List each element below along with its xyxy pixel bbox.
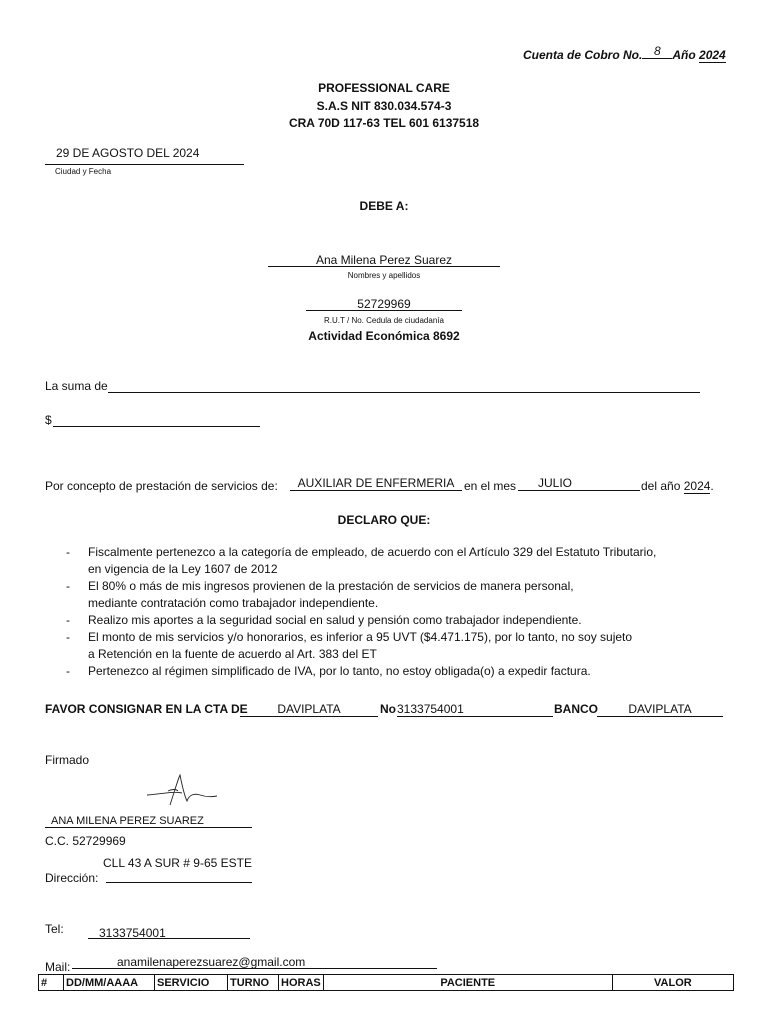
- mail-value: anamilenaperezsuarez@gmail.com: [117, 955, 306, 969]
- concepto-ano-label: del año 2024.: [641, 479, 714, 493]
- cuenta-label: FAVOR CONSIGNAR EN LA CTA DE: [45, 702, 248, 716]
- firma-line: [45, 827, 252, 828]
- col-turno: TURNO: [228, 975, 279, 991]
- tel-label: Tel:: [45, 922, 64, 936]
- col-number: #: [39, 975, 64, 991]
- suma-label: La suma de: [45, 379, 108, 393]
- date-caption: Ciudad y Fecha: [55, 167, 112, 176]
- direccion-label: Dirección:: [45, 871, 99, 885]
- mail-line: [72, 968, 437, 969]
- col-horas: HORAS: [279, 975, 324, 991]
- company-name: PROFESSIONAL CARE: [318, 81, 450, 95]
- debe-a-heading: DEBE A:: [359, 199, 409, 213]
- company-address: CRA 70D 117-63 TEL 601 6137518: [288, 116, 480, 130]
- header-year: 2024: [699, 48, 726, 62]
- firma-cc: C.C. 52729969: [45, 834, 126, 848]
- cuenta-de-cobro-header: [523, 44, 726, 63]
- col-valor: VALOR: [612, 975, 733, 991]
- signature-image: [142, 771, 222, 811]
- date-value: 29 DE AGOSTO DEL 2024: [56, 146, 200, 160]
- dollar-line: [53, 426, 260, 427]
- cuenta-number: 8: [642, 44, 672, 59]
- table-header-row: [39, 975, 734, 991]
- suma-line: [108, 392, 700, 393]
- mail-label: Mail:: [45, 960, 71, 974]
- cuenta-label: Cuenta de Cobro No.: [523, 48, 643, 62]
- direccion-value: CLL 43 A SUR # 9-65 ESTE: [103, 856, 252, 870]
- person-name: Ana Milena Perez Suarez: [315, 253, 453, 267]
- declaro-item: - Realizo mis aportes a la seguridad social en salud y pensión como trabajador independiente.: [62, 612, 656, 629]
- cuenta-tipo: DAVIPLATA: [240, 702, 378, 717]
- declaro-item: - Pertenezco al régimen simplificado de IVA, por lo tanto, no estoy obligada(o) a expedir factura.: [62, 663, 656, 680]
- ano-label: Año: [672, 48, 696, 62]
- cuenta-no-label: No: [380, 702, 396, 716]
- person-name-line: [268, 266, 500, 267]
- col-paciente: PACIENTE: [323, 975, 612, 991]
- declaro-list: [62, 544, 656, 680]
- declaro-heading: DECLARO QUE:: [337, 513, 431, 527]
- concepto-label: Por concepto de prestación de servicios de:: [45, 479, 278, 493]
- declaro-item: - El monto de mis servicios y/o honorarios, es inferior a 95 UVT ($4.471.175), por lo tanto, no soy sujeto a Retención en la fuente de acuerdo al Art. 383 del ET: [62, 629, 656, 663]
- banco-value: DAVIPLATA: [597, 702, 723, 717]
- concepto-service: AUXILIAR DE ENFERMERIA: [290, 476, 462, 491]
- firmado-label: Firmado: [45, 753, 90, 767]
- cuenta-numero: 3133754001: [397, 702, 553, 717]
- person-id: 52729969: [357, 297, 411, 311]
- company-nit: S.A.S NIT 830.034.574-3: [316, 99, 452, 113]
- date-line: [45, 164, 244, 165]
- banco-label: BANCO: [554, 702, 598, 716]
- person-name-caption: Nombres y apellidos: [347, 271, 421, 280]
- firma-name: ANA MILENA PEREZ SUAREZ: [51, 815, 204, 827]
- concepto-mes-label: en el mes: [464, 479, 517, 493]
- col-servicio: SERVICIO: [155, 975, 228, 991]
- actividad-economica: Actividad Económica 8692: [308, 329, 460, 343]
- tel-line: [88, 938, 250, 939]
- person-id-caption: R.U.T / No. Cedula de ciudadanía: [324, 316, 444, 325]
- tel-value: 3133754001: [99, 926, 166, 940]
- services-table: [38, 974, 734, 991]
- col-date: DD/MM/AAAA: [64, 975, 155, 991]
- dollar-label: $: [45, 413, 52, 427]
- concepto-year: 2024: [683, 479, 711, 493]
- direccion-line: [106, 882, 252, 883]
- declaro-item: - El 80% o más de mis ingresos provienen de la prestación de servicios de manera personal, mediante contratación como trabajador independiente.: [62, 578, 656, 612]
- declaro-item: - Fiscalmente pertenezco a la categoría de empleado, de acuerdo con el Artículo 329 del Estatuto Tributario, en vigencia de la Ley 1607 de 2012: [62, 544, 656, 578]
- concepto-mes: JULIO: [518, 476, 640, 491]
- person-id-line: [306, 310, 462, 311]
